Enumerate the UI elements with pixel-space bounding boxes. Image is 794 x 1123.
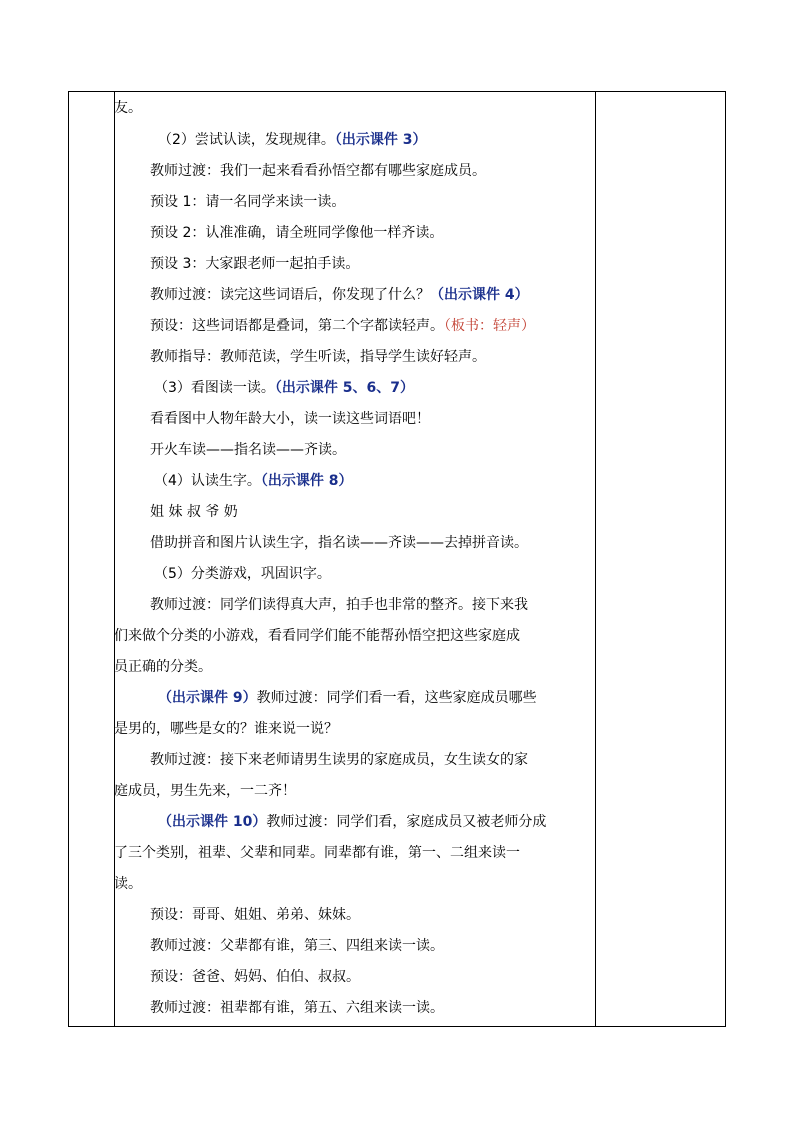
courseware-note: （出示课件 9） (158, 690, 257, 706)
text-line (158, 132, 427, 148)
text-segment: 教师过渡：同学们看一看，这些家庭成员哪些 (256, 690, 537, 706)
text-line (150, 318, 535, 334)
text-line: 庭成员，男生先来，一二齐！ (114, 783, 296, 799)
column-divider-right (595, 92, 596, 1026)
text-line: 教师过渡：同学们读得真大声，拍手也非常的整齐。接下来我 (150, 597, 528, 613)
text-line: 姐 妹 叔 爷 奶 (150, 504, 238, 520)
text-line: 预设 2：认准准确，请全班同学像他一样齐读。 (150, 225, 444, 241)
text-line (158, 814, 546, 830)
text-segment: 预设：这些词语都是叠词，第二个字都读轻声。 (150, 318, 444, 334)
text-line: 了三个类别，祖辈、父辈和同辈。同辈都有谁，第一、二组来读一 (114, 845, 520, 861)
text-line: 教师过渡：接下来老师请男生读男的家庭成员，女生读女的家 (150, 752, 528, 768)
text-line: 借助拼音和图片认读生字，指名读——齐读——去掉拼音读。 (150, 535, 528, 551)
text-line: （5）分类游戏，巩固识字。 (154, 566, 331, 582)
courseware-note: （出示课件 8） (260, 473, 353, 489)
text-line: 教师过渡：父辈都有谁，第三、四组来读一读。 (150, 938, 444, 954)
text-line: 是男的，哪些是女的？谁来说一说？ (114, 721, 338, 737)
text-line (154, 380, 414, 396)
text-line: 教师过渡：祖辈都有谁，第五、六组来读一读。 (150, 1000, 444, 1016)
text-line: 们来做个分类的小游戏，看看同学们能不能帮孙悟空把这些家庭成 (114, 628, 520, 644)
text-line: 开火车读——指名读——齐读。 (150, 442, 346, 458)
text-line: 预设 1：请一名同学来读一读。 (150, 194, 346, 210)
text-line: 友。 (114, 100, 142, 116)
text-segment: 教师过渡：读完这些词语后，你发现了什么？ (150, 287, 430, 303)
text-line: 教师指导：教师范读，学生听读，指导学生读好轻声。 (150, 349, 486, 365)
courseware-note: （出示课件 10） (158, 814, 267, 830)
step-heading: （4）认读生字。 (154, 473, 261, 489)
step-heading: （2）尝试认读，发现规律。 (158, 132, 335, 148)
text-line (154, 473, 353, 489)
text-segment: 教师过渡：同学们看，家庭成员又被老师分成 (266, 814, 547, 830)
text-line: 员正确的分类。 (114, 659, 212, 675)
text-line: 预设：爸爸、妈妈、伯伯、叔叔。 (150, 969, 360, 985)
text-line: 教师过渡：我们一起来看看孙悟空都有哪些家庭成员。 (150, 163, 486, 179)
text-line (150, 287, 529, 303)
text-line: 看看图中人物年龄大小，读一读这些词语吧！ (150, 411, 430, 427)
courseware-note: （出示课件 5、6、7） (274, 380, 415, 396)
text-line: 预设：哥哥、姐姐、弟弟、妹妹。 (150, 907, 360, 923)
courseware-note: （出示课件 3） (334, 132, 427, 148)
text-line: 读。 (114, 876, 142, 892)
lesson-table (68, 91, 726, 1027)
courseware-note: （出示课件 4） (430, 287, 529, 303)
text-line (158, 690, 537, 706)
text-line: 预设 3：大家跟老师一起拍手读。 (150, 256, 360, 272)
step-heading: （3）看图读一读。 (154, 380, 275, 396)
blackboard-note: （板书：轻声） (444, 318, 535, 334)
